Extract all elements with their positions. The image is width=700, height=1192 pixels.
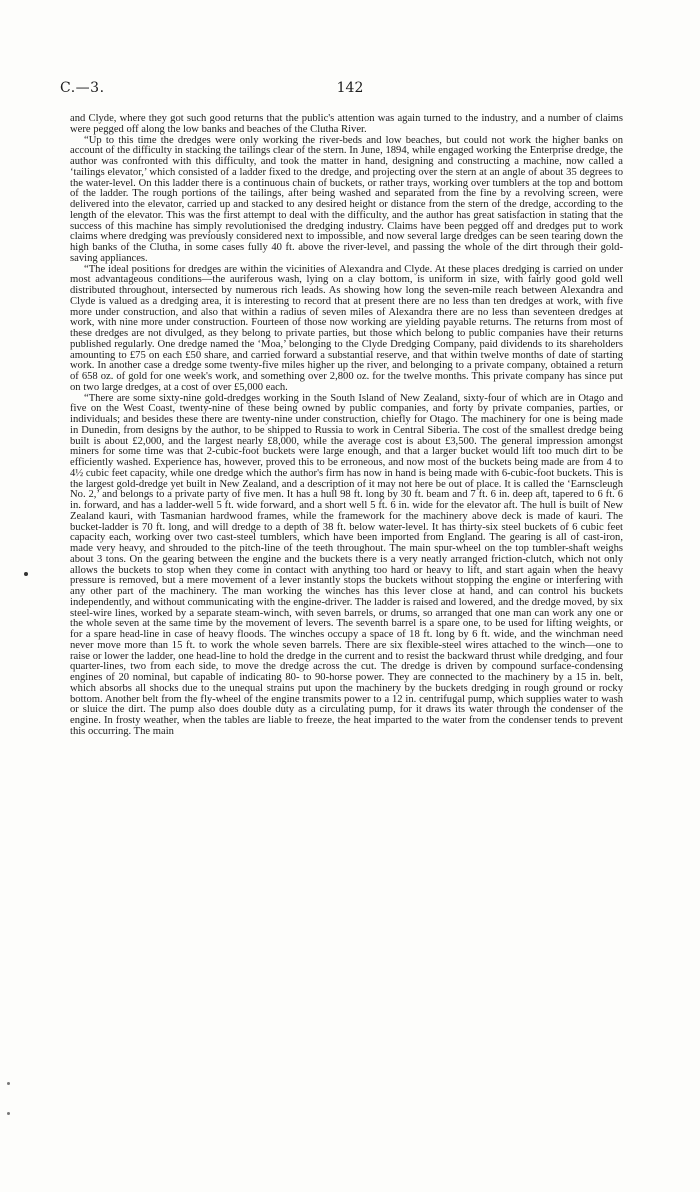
paragraph-tailings-elevator: “Up to this time the dredges were only working the river-beds and low beaches, but could not work the higher banks on account of the difficulty in stacking the tailings clear of the stern. In June, 1894, while engaged working the Enterprise dredge, the author was confronted with this difficulty, and took the matter in hand, designing and constructing a machine, now called a ‘tailings elevator,’ which consisted of a ladder fixed to the dredge, and projecting over the stern at an angle of about 35 degrees to the water-level. On this ladder there is a continuous chain of buckets, or rather trays, working over tumblers at the top and bottom of the ladder. The rough portions of the tailings, after being washed and separated from the fine by a revolving screen, were delivered into the elevator, carried up and stacked to any desired height or distance from the stern of the dredge, according to the length of the elevator. This was the first attempt to deal with the difficulty, and the author has great satisfaction in stating that the success of this machine has simply revolutionised the dredging industry. Claims have been pegged off and dredges put to work claims where dredging was previously considered next to impossible, and now several large dredges can be seen tearing down the high banks of the Clutha, in some cases fully 40 ft. above the river-level, and passing the whole of the dirt through their gold-saving appliances. (70, 134, 623, 264)
paragraph-dredge-positions: “The ideal positions for dredges are within the vicinities of Alexandra and Clyde. At these places dredging is carried on under most advantageous conditions—the auriferous wash, lying on a clay bottom, is uniform in size, with fairly good gold well distributed throughout, intersected by numerous rich leads. As showing how long the seven-mile reach between Alexandra and Clyde is valued as a dredging area, it is interesting to record that at present there are no less than ten dredges at work, with five more under construction, and also that within a radius of seven miles of Alexandra there are no less than seventeen dredges at work, with nine more under construction. Fourteen of those now working are yielding payable returns. The returns from most of these dredges are not divulged, as they belong to private parties, but those which belong to public companies have their returns published regularly. One dredge named the ‘Moa,’ belonging to the Clyde Dredging Company, paid dividends to its shareholders amounting to £75 on each £50 share, and carried forward a substantial reserve, and that within twelve months of date of starting work. In another case a dredge some twenty-five miles higher up the river, and belonging to a private company, obtained a return of 658 oz. of gold for one week's work, and something over 2,800 oz. for the twelve months. This private company has since put on two large dredges, at a cost of over £5,000 each. (70, 263, 623, 393)
document-reference: C.—3. (60, 80, 105, 96)
body-text (70, 114, 623, 738)
margin-speck (7, 1082, 10, 1085)
page-number: 142 (336, 80, 364, 96)
page-header (60, 80, 640, 102)
paragraph-dredge-description: “There are some sixty-nine gold-dredges working in the South Island of New Zealand, sixty-four of which are in Otago and five on the West Coast, twenty-nine of these being owned by public companies, and forty by private companies, parties, or individuals; and besides these there are twenty-nine under construction, chiefly for Otago. The machinery for one is being made in Dunedin, from designs by the author, to be shipped to Russia to work in Central Siberia. The cost of the smallest dredge being built is about £2,000, and the largest nearly £8,000, while the average cost is about £3,500. The general impression amongst miners for some time was that 2-cubic-foot buckets were large enough, and that a larger bucket would lift too much dirt to be efficiently washed. Experience has, however, proved this to be erroneous, and now most of the buckets being made are from 4 to 4½ cubic feet capacity, while one dredge which the author's firm has now in hand is being made with 6-cubic-foot buckets. This is the largest gold-dredge yet built in New Zealand, and a description of it may not here be out of place. It is called the ‘Earnscleugh No. 2,’ and belongs to a private party of five men. It has a hull 98 ft. long by 30 ft. beam and 7 ft. 6 in. deep aft, tapered to 6 ft. 6 in. forward, and has a ladder-well 5 ft. wide forward, and a short well 5 ft. 6 in. wide for the elevator aft. The hull is built of New Zealand kauri, with Tasmanian hardwood frames, while the framework for the machinery above deck is made of kauri. The bucket-ladder is 70 ft. long, and will dredge to a depth of 38 ft. below water-level. It has thirty-six steel buckets of 6 cubic feet capacity each, working over two cast-steel tumblers, which have been imported from England. The gearing is all of cast-iron, made very heavy, and shrouded to the pitch-line of the teeth throughout. The main spur-wheel on the top tumbler-shaft weighs about 3 tons. On the gearing between the engine and the buckets there is a very neatly arranged friction-clutch, which not only allows the buckets to stop when they come in contact with anything too hard or heavy to lift, and start again when the heavy pressure is removed, but a mere movement of a lever instantly stops the buckets without stopping the engine or interfering with any other part of the machinery. The man working the winches has this lever close at hand, and can control his buckets independently, and without communicating with the engine-driver. The ladder is raised and lowered, and the dredge moved, by six steel-wire lines, worked by a separate steam-winch, with seven barrels, or drums, so arranged that one man can work any one or the whole seven at the same time by the movement of levers. The seventh barrel is a spare one, to be used for lifting weights, or for a spare head-line in case of heavy floods. The winches occupy a space of 18 ft. long by 6 ft. wide, and the winchman need never move more than 15 ft. to work the whole seven barrels. There are six flexible-steel wires attached to the winch—one to raise or lower the ladder, one head-line to hold the dredge in the current and to resist the backward thrust while dredging, and four quarter-lines, two from each side, to move the dredge across the cut. The dredge is driven by compound surface-condensing engines of 20 nominal, but capable of indicating 80- to 90-horse power. They are connected to the machinery by a 15 in. belt, which absorbs all shocks due to the unequal strains put upon the machinery by the buckets dredging in rough ground or rocky bottom. Another belt from the fly-wheel of the engine transmits power to a 12 in. centrifugal pump, which supplies water to wash or sluice the dirt. The pump also does double duty as a circulating pump, for it draws its water through the condenser of the engine. In frosty weather, when the tables are liable to freeze, the heat imparted to the water from the condenser tends to prevent this occurring. The main (70, 392, 623, 737)
paragraph-continuation: and Clyde, where they got such good returns that the public's attention was again turned to the industry, and a number of claims were pegged off along the low banks and beaches of the Clutha River. (70, 113, 623, 135)
margin-dot (24, 572, 28, 576)
margin-speck (7, 1112, 10, 1115)
